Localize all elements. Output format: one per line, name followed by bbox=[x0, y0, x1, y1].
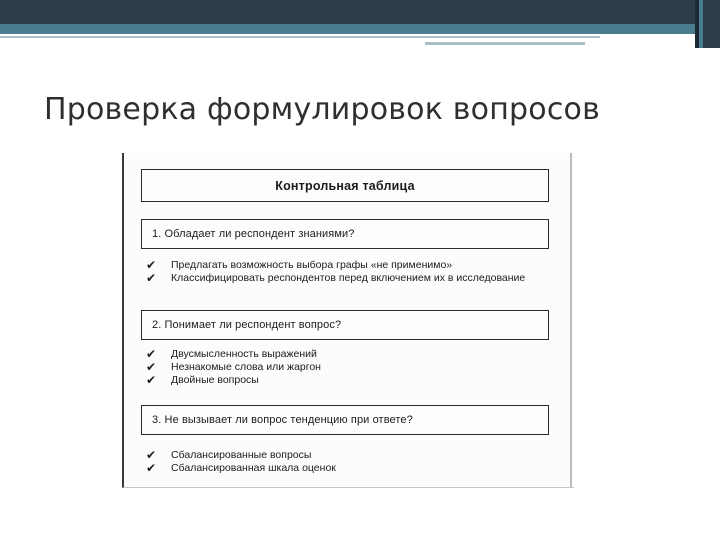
list-item bbox=[146, 449, 546, 462]
question-box-3 bbox=[141, 405, 549, 435]
slide-title: Проверка формулировок вопросов bbox=[44, 92, 600, 127]
band-teal-stripe bbox=[0, 24, 720, 34]
list-item-text: Незнакомые слова или жаргон bbox=[171, 361, 321, 373]
list-item bbox=[146, 374, 546, 387]
question-1: 1. Обладает ли респондент знаниями? bbox=[152, 228, 355, 240]
checkmark-icon: ✔ bbox=[146, 347, 157, 361]
question-1-items bbox=[146, 259, 546, 285]
checkmark-icon: ✔ bbox=[146, 448, 157, 462]
list-item bbox=[146, 259, 546, 272]
checkmark-icon: ✔ bbox=[146, 373, 157, 387]
checkmark-icon: ✔ bbox=[146, 258, 157, 272]
list-item bbox=[146, 361, 546, 374]
question-3-items bbox=[146, 449, 546, 475]
question-box-1 bbox=[141, 219, 549, 249]
list-item bbox=[146, 462, 546, 475]
checklist-header: Контрольная таблица bbox=[275, 178, 415, 193]
checklist-image bbox=[122, 153, 574, 488]
checkmark-icon: ✔ bbox=[146, 271, 157, 285]
band-corner-block bbox=[695, 0, 720, 48]
question-3: 3. Не вызывает ли вопрос тенденцию при ответе? bbox=[152, 414, 413, 426]
list-item-text: Сбалансированная шкала оценок bbox=[171, 462, 336, 474]
list-item-text: Сбалансированные вопросы bbox=[171, 449, 312, 461]
band-thin-line bbox=[0, 36, 600, 38]
question-2: 2. Понимает ли респондент вопрос? bbox=[152, 319, 342, 331]
list-item bbox=[146, 348, 546, 361]
question-2-items bbox=[146, 348, 546, 387]
question-box-2 bbox=[141, 310, 549, 340]
band-dark-stripe bbox=[0, 0, 720, 24]
checkmark-icon: ✔ bbox=[146, 461, 157, 475]
band-accent-line bbox=[425, 42, 585, 45]
list-item bbox=[146, 272, 546, 285]
list-item-text: Двусмысленность выражений bbox=[171, 348, 317, 360]
checkmark-icon: ✔ bbox=[146, 360, 157, 374]
list-item-text: Предлагать возможность выбора графы «не применимо» bbox=[171, 259, 453, 271]
list-item-text: Двойные вопросы bbox=[171, 374, 259, 386]
top-decorative-band bbox=[0, 0, 720, 48]
list-item-text: Классифицировать респондентов перед включением их в исследование bbox=[171, 272, 526, 284]
scan-edge bbox=[570, 153, 572, 487]
checklist-header-box bbox=[141, 169, 549, 202]
